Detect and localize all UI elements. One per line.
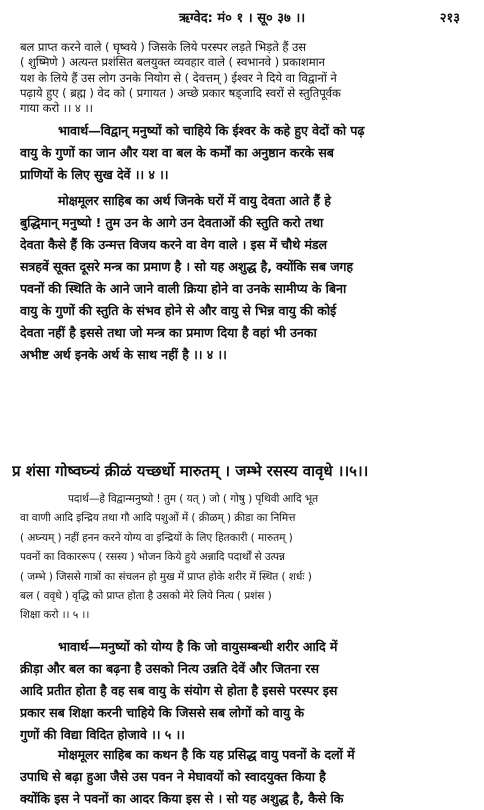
text-line: पदार्थ—हे विद्वान्मनुष्यो ! तुम ( यत् ) जो ( गोषु ) पृथिवी आदि भूत — [68, 493, 319, 505]
text-line: यश के लिये हैं उस लोग उनके नियोग से ( देवत्तम् ) ईश्वर ने दिये वा विद्वानों ने — [20, 70, 337, 85]
text-line: प्राणियों के लिए सुख देवें ।। ४ ।। — [20, 167, 169, 182]
paragraph-padartha-5 — [20, 490, 472, 626]
mantra-verse-5: प्र शंसा गोष्वघ्न्यं क्रीळं यच्छर्धो मारुतम् । जम्भे रसस्य वावृधे ।।५।। — [12, 462, 369, 480]
text-line: देवता नहीं है इससे तथा जो मन्त्र का प्रमाण दिया है वहां भी उनका — [20, 325, 317, 340]
page-number: २१३ — [439, 11, 460, 26]
text-line: प्रकार सब शिक्षा करनी चाहिये कि जिससे सब लोगों को वायु के — [20, 705, 304, 720]
text-line: क्योंकि इस ने पवनों का आदर किया इस से । सो यह अशुद्ध है, कैसे कि — [20, 791, 344, 806]
text-line: ( शुष्मिणे ) अत्यन्त प्रशंसित बलयुक्त व्यवहार वाले ( स्वभानवे ) प्रकाशमान — [20, 55, 325, 70]
text-line: भावार्थ—मनुष्यों को योग्य है कि जो वायुसम्बन्धी शरीर आदि में — [58, 639, 338, 654]
text-line: बुद्धिमान् मनुष्यो ! तुम उन के आगे उन देवताओं की स्तुति करो तथा — [20, 215, 324, 230]
text-line: उपाधि से बढ़ा हुआ जैसे उस पवन ने मेघावयों को स्वादयुक्त किया है — [20, 769, 326, 784]
text-line: अभीष्ट अर्थ इनके अर्थ के साथ नहीं है ।। ४ ।। — [20, 347, 227, 362]
text-line: आदि प्रतीत होता है वह सब वायु के संयोग से होता है इससे परस्पर इस — [20, 683, 338, 698]
text-line: पढ़ाये हुए ( ब्रह्म ) वेद को ( प्रगायत ) अच्छे प्रकार षड्जादि स्वरों से स्तुतिपूर्वक — [20, 85, 341, 100]
text-line: ( अघ्न्यम् ) नहीं हनन करने योग्य वा इन्द्रियों के लिए हितकारी ( मारुतम् ) — [20, 531, 293, 544]
text-line: ( जम्भे ) जिससे गात्रों का संचलन हो मुख में प्राप्त होके शरीर में स्थित ( शर्धः ) — [20, 570, 312, 583]
text-line: मोक्षमूलर साहिब का अर्थ जिनके घरों में वायु देवता आते हैं हे — [58, 193, 331, 208]
text-line: वा वाणी आदि इन्द्रिय तथा गौ आदि पशुओं में ( क्रीळम् ) क्रीडा का निमित्त — [20, 512, 296, 525]
text-line: पवनों का विकाररूप ( रसस्य ) भोजन किये हुये अन्नादि पदार्थों से उत्पन्न — [20, 551, 285, 564]
paragraph-bhavartha-5 — [20, 636, 472, 746]
text-line: बल ( ववृधे ) वृद्धि को प्राप्त होता है उसको मेरे लिये नित्य ( प्रशंस ) — [20, 590, 272, 603]
text-line: वायु के गुणों का जान और यश वा बल के कर्मों का अनुष्ठान करके सब — [20, 145, 334, 160]
page-header — [0, 6, 484, 28]
paragraph-bhavartha-4 — [20, 120, 472, 186]
text-line: मोक्षमूलर साहिब का कथन है कि यह प्रसिद्ध वायु पवनों के दलों में — [58, 747, 355, 762]
paragraph-commentary-5 — [20, 744, 472, 810]
paragraph-commentary-4 — [20, 190, 472, 366]
text-line: शिक्षा करो ।। ५ ।। — [20, 609, 90, 622]
text-line: गाया करो ।। ४ ।। — [20, 101, 93, 116]
text-line: सत्रहवें सूक्त दूसरे मन्त्र का प्रमाण है । सो यह अशुद्ध है, क्योंकि सब जगह — [20, 259, 354, 274]
paragraph-padartha-cont — [20, 40, 472, 116]
text-line: देवता कैसे हैं कि उन्मत्त विजय करने वा वेग वाले । इस में चौथे मंडल — [20, 237, 327, 252]
text-line: भावार्थ—विद्वान् मनुष्यों को चाहिये कि ईश्वर के कहे हुए वेदों को पढ़ — [58, 123, 365, 138]
running-title: ऋग्वेद: मं० १ । सू० ३७ ।। — [178, 11, 306, 26]
text-line: पवनों की स्थिति के आने जाने वाली क्रिया होने वा उनके सामीप्य के बिना — [20, 281, 347, 296]
text-line: बल प्राप्त करने वाले ( घृष्वये ) जिसके लिये परस्पर लड़ते भिड़ते हैं उस — [20, 40, 306, 54]
text-line: वायु के गुणों की स्तुति के संभव होने से और वायु से भिन्न वायु की कोई — [20, 303, 337, 318]
text-line: क्रीड़ा और बल का बढ़ना है उसको नित्य उन्नति देवें और जितना रस — [20, 661, 319, 676]
text-line: गुणों की विद्या विदित होजावे ।। ५ ।। — [20, 727, 185, 742]
